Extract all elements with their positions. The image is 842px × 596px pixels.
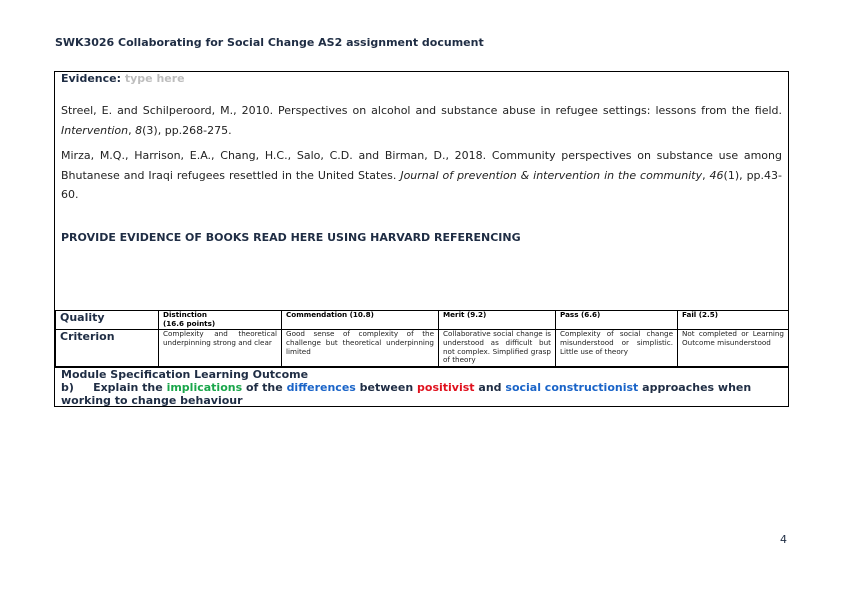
distinction-heading-line1: Distinction (163, 310, 207, 319)
outcome-word-approaches-when: approaches when (642, 381, 752, 394)
evidence-label: Evidence: (61, 72, 122, 85)
outcome-word-of-the: of the (245, 381, 283, 394)
outcome-word-between: between (359, 381, 414, 394)
rubric-heading-commendation: Commendation (10.8) (282, 311, 439, 330)
rubric-heading-pass: Pass (6.6) (556, 311, 678, 330)
outcome-word-differences: differences (286, 381, 356, 394)
learning-outcome-statement (61, 381, 782, 394)
rubric-text-distinction: Complexity and theoretical underpinning strong and clear (159, 330, 282, 368)
rubric-header-row (56, 311, 789, 330)
reference-1-text: Streel, E. and Schilperoord, M., 2010. Perspectives on alcohol and substance abuse in refugee settings: lessons from the field. (61, 104, 782, 117)
reference-1-journal: Intervention (61, 123, 129, 137)
learning-outcome-line2: working to change behaviour (61, 394, 243, 407)
quality-label: Quality (60, 311, 105, 324)
learning-outcome-title: Module Specification Learning Outcome (61, 368, 309, 381)
evidence-input-placeholder[interactable]: type here (124, 72, 185, 85)
assignment-frame (54, 71, 789, 407)
reference-1: Streel, E. and Schilperoord, M., 2010. Perspectives on alcohol and substance abuse in refugee settings: lessons from the field. Intervention, 8(3), pp.268-275. (61, 104, 782, 137)
distinction-heading-line2: (16.6 points) (163, 318, 216, 328)
rubric-heading-distinction (159, 311, 282, 330)
quality-cell (56, 311, 159, 330)
outcome-prefix: b) (61, 381, 74, 394)
learning-outcome (55, 366, 788, 407)
outcome-word-social-constructionist: social constructionist (505, 381, 639, 394)
reference-2-text: Mirza, M.Q., Harrison, E.A., Chang, H.C., Salo, C.D. and Birman, D., 2018. Community perspectives on substance use among Bhutanese and Iraqi refugees resettled in the United States. (61, 149, 782, 182)
evidence-instruction: PROVIDE EVIDENCE OF BOOKS READ HERE USING HARVARD REFERENCING (61, 231, 521, 244)
rubric-heading-merit: Merit (9.2) (439, 311, 556, 330)
outcome-word-explain: Explain the (93, 381, 163, 394)
outcome-word-and: and (478, 381, 502, 394)
rubric-text-fail: Not completed or Learning Outcome misunderstood (678, 330, 789, 368)
evidence-section (55, 72, 788, 310)
reference-2-journal: Journal of prevention & intervention in the community (400, 168, 703, 182)
rubric-text-commendation: Good sense of complexity of the challenge but theoretical underpinning limited (282, 330, 439, 368)
rubric-text-merit: Collaborative social change is understood as difficult but not complex. Simplified grasp of theory (439, 330, 556, 368)
reference-1-volume: 8 (135, 123, 143, 137)
outcome-word-implications: implications (166, 381, 243, 394)
criterion-cell (56, 330, 159, 368)
rubric-table (55, 310, 789, 368)
criterion-label: Criterion (60, 330, 115, 343)
rubric-text-pass: Complexity of social change misunderstood or simplistic. Little use of theory (556, 330, 678, 368)
page-number: 4 (780, 533, 787, 546)
document-title: SWK3026 Collaborating for Social Change AS2 assignment document (55, 36, 484, 49)
reference-2: Mirza, M.Q., Harrison, E.A., Chang, H.C., Salo, C.D. and Birman, D., 2018. Community perspectives on substance use among Bhutanese and Iraqi refugees resettled in the United States. Journal of prevention & intervention in the community, 46(1), pp.43-60. (61, 149, 783, 201)
rubric-criterion-row (56, 330, 789, 368)
reference-2-volume: 46 (709, 168, 724, 182)
evidence-heading (61, 72, 782, 86)
rubric-heading-fail: Fail (2.5) (678, 311, 789, 330)
outcome-word-positivist: positivist (417, 381, 475, 394)
